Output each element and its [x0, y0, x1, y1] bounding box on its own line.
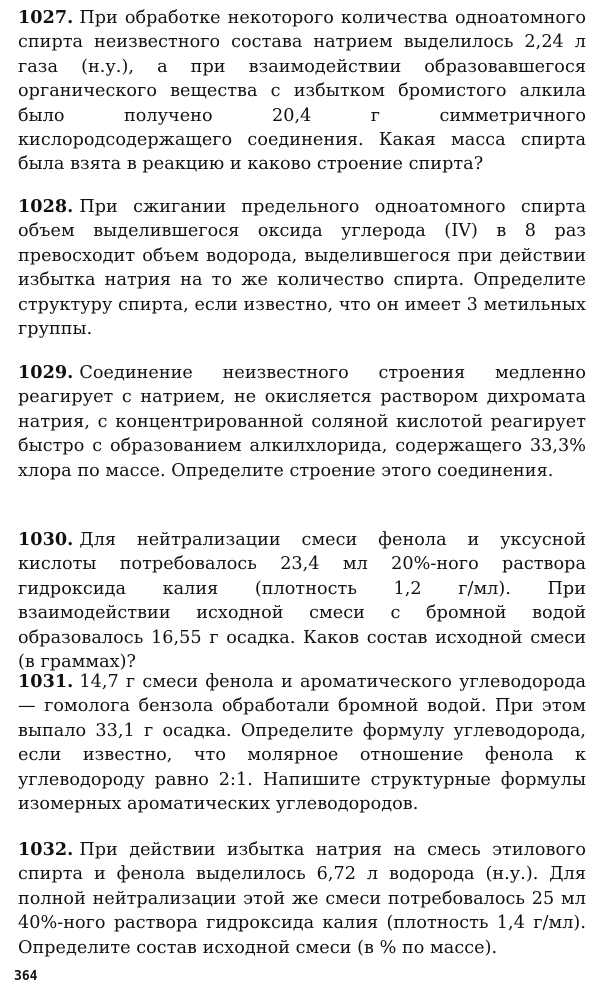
problem-number: 1031.: [18, 671, 74, 692]
problem-number: 1030.: [18, 529, 74, 550]
problem-1029: [18, 361, 586, 483]
problem-number: 1029.: [18, 362, 74, 383]
problem-number: 1028.: [18, 196, 74, 217]
problem-text: Для нейтрализации смеси фенола и уксусной кислоты потребовалось 23,4 мл 20%-ного раствора гидроксида калия (плотность 1,2 г/мл). При взаимодействии исходной смеси с бромной водой образовалось 16,55 г осадка. Каков состав исходной смеси (в граммах)?: [18, 530, 586, 673]
problem-text: Соединение неизвестного строения медленно реагирует с натрием, не окисляется раствором дихромата натрия, с концентрированной соляной кислотой реагирует быстро с образованием алкилхлорида, содержащего 33,3% хлора по массе. Определите строение этого соединения.: [18, 363, 586, 481]
problem-1030: [18, 528, 586, 674]
problem-text: При сжигании предельного одноатомного спирта объем выделившегося оксида углерода (IV) в 8 раз превосходит объем водорода, выделившегося при действии избытка натрия на то же количество спирта. Определите структуру спирта, если известно, что он имеет 3 метильных группы.: [18, 197, 586, 340]
problem-number: 1032.: [18, 839, 74, 860]
problem-text: При обработке некоторого количества одноатомного спирта неизвестного состава натрием выделилось 2,24 л газа (н.у.), а при взаимодействии образовавшегося органического вещества с избытком бромистого алкила было получено 20,4 г симметричного кислородсодержащего соединения. Какая масса спирта была взята в реакцию и каково строение спирта?: [18, 8, 586, 175]
problem-text: При действии избытка натрия на смесь этилового спирта и фенола выделилось 6,72 л водорода (н.у.). Для полной нейтрализации этой же смеси потребовалось 25 мл 40%-ного раствора гидроксида калия (плотность 1,4 г/мл). Определите состав исходной смеси (в % по массе).: [18, 840, 586, 958]
page-number: 364: [14, 969, 38, 984]
problem-1028: [18, 195, 586, 341]
problem-text: 14,7 г смеси фенола и ароматического углеводорода — гомолога бензола обработали бромной водой. При этом выпало 33,1 г осадка. Определите формулу углеводорода, если известно, что молярное отношение фенола к углеводороду равно 2:1. Напишите структурные формулы изомерных ароматических углеводородов.: [18, 672, 586, 815]
problem-1031: [18, 670, 586, 816]
problem-number: 1027.: [18, 7, 74, 28]
problem-1027: [18, 6, 586, 177]
problem-1032: [18, 838, 586, 960]
